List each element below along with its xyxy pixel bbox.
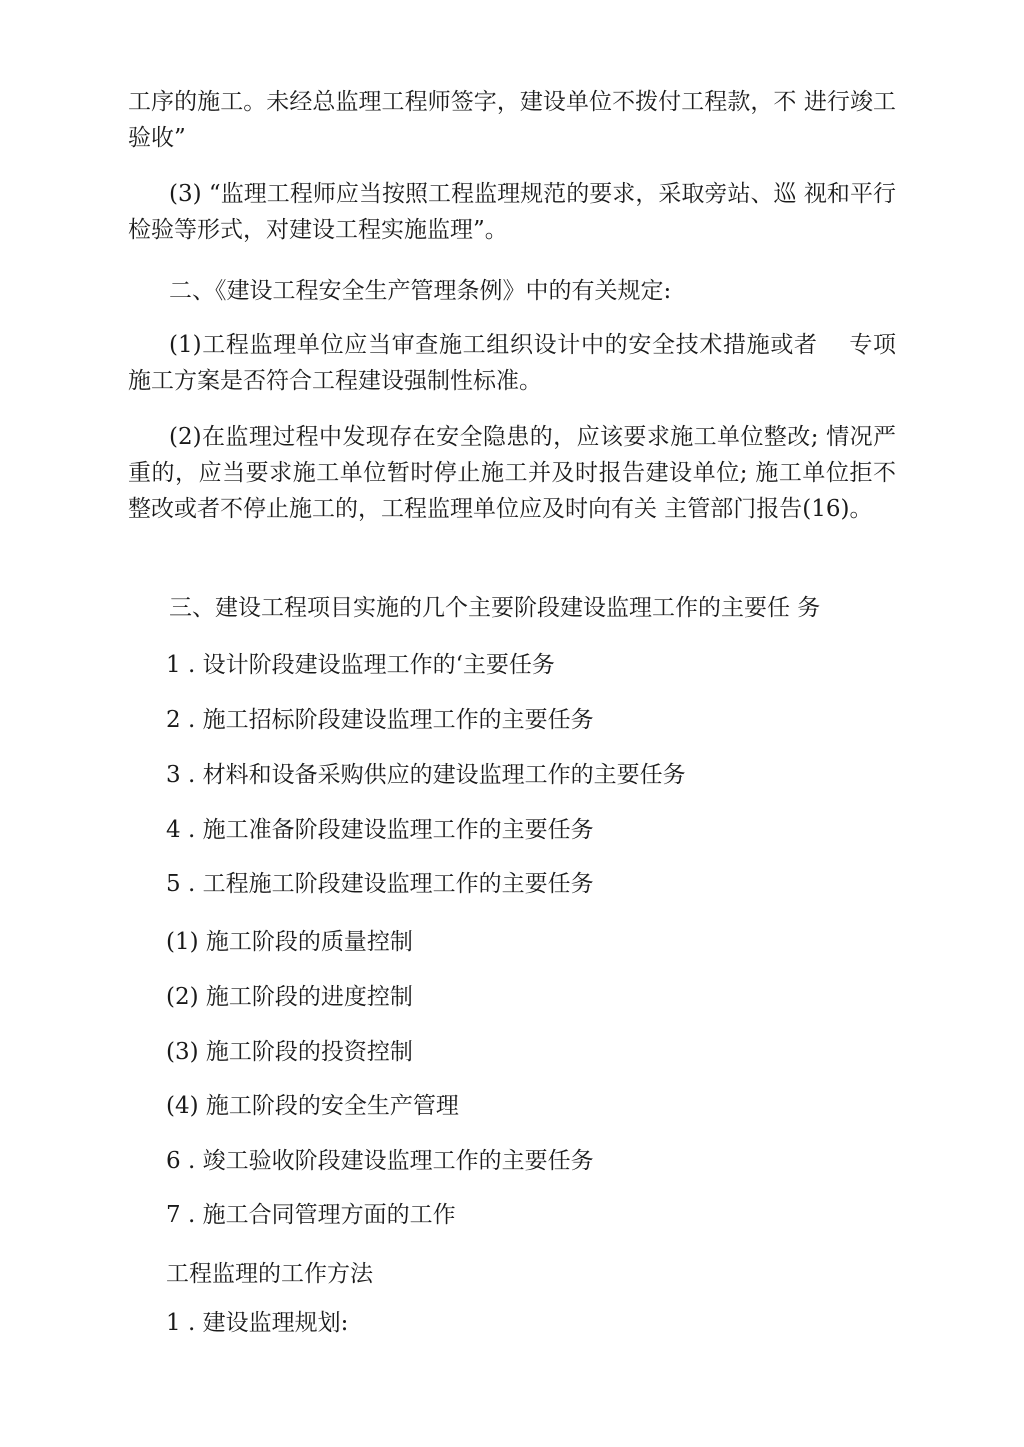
regulation-heading: 二、《建设工程安全生产管理条例》中的有关规定: [169, 278, 672, 304]
methods-item-1: 1 . 建设监理规划: [166, 1310, 349, 1336]
construction-subitem-4: (4) 施工阶段的安全生产管理 [166, 1093, 459, 1119]
paragraph-hazard-report: (2)在监理过程中发现存在安全隐患的，应该要求施工单位整改; 情况严重的，应当要求施工单位暂时停止施工并及时报告建设单位; 施工单位拒不整改或者不停止施工的，工程监理单位应及时向有关 主管部门报告(16)。 [128, 424, 896, 522]
methods-heading: 工程监理的工作方法 [166, 1261, 373, 1287]
section-heading: 三、建设工程项目实施的几个主要阶段建设监理工作的主要任 务 [169, 595, 821, 621]
paragraph-supervision-methods: (3) “监理工程师应当按照工程监理规范的要求，采取旁站、巡 视和平行检验等形式，对建设工程实施监理”。 [128, 181, 896, 243]
construction-subitem-3: (3) 施工阶段的投资控制 [166, 1039, 413, 1065]
construction-subitem-1: (1) 施工阶段的质量控制 [166, 929, 413, 955]
stage-item-7: 7 . 施工合同管理方面的工作 [166, 1202, 456, 1228]
stage-item-1: 1 . 设计阶段建设监理工作的‘主要任务 [166, 652, 555, 678]
stage-item-2: 2 . 施工招标阶段建设监理工作的主要任务 [166, 707, 594, 733]
stage-item-6: 6 . 竣工验收阶段建设监理工作的主要任务 [166, 1148, 594, 1174]
stage-item-3: 3 . 材料和设备采购供应的建设监理工作的主要任务 [166, 762, 686, 788]
stage-item-4: 4 . 施工准备阶段建设监理工作的主要任务 [166, 817, 594, 843]
paragraph-continued: 工序的施工。未经总监理工程师签字，建设单位不拨付工程款，不 进行竣工验收” [128, 89, 896, 151]
paragraph-safety-review: (1)工程监理单位应当审查施工组织设计中的安全技术措施或者 专项施工方案是否符合工程建设强制性标准。 [128, 332, 896, 394]
construction-subitem-2: (2) 施工阶段的进度控制 [166, 984, 413, 1010]
stage-item-5: 5 . 工程施工阶段建设监理工作的主要任务 [166, 871, 594, 897]
